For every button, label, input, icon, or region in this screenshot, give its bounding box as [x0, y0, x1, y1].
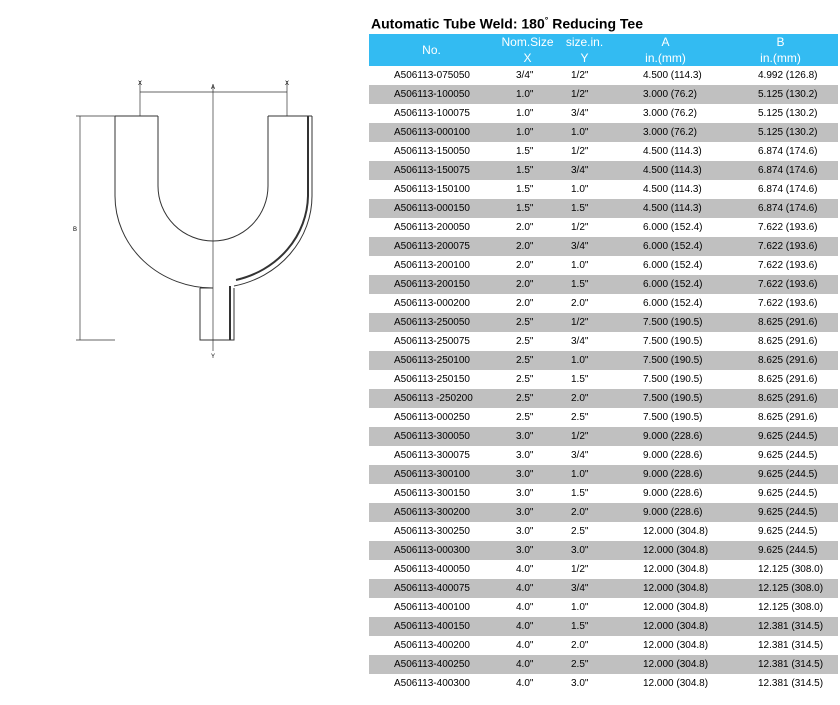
- page-title: [371, 15, 643, 32]
- part-number-cell: A506113-000200: [369, 294, 494, 313]
- dim-a-cell: 9.000 (228.6): [608, 446, 723, 465]
- nom-size-cell: 3.0": [494, 465, 561, 484]
- nom-size-cell: 2.0": [494, 218, 561, 237]
- size-in-cell: 2.0": [561, 636, 608, 655]
- size-in-cell: 3/4": [561, 161, 608, 180]
- table-row: [369, 655, 838, 674]
- nom-size-cell: 4.0": [494, 560, 561, 579]
- part-number-cell: A506113-400250: [369, 655, 494, 674]
- part-number-cell: A506113-150075: [369, 161, 494, 180]
- dim-a-cell: 4.500 (114.3): [608, 142, 723, 161]
- size-in-cell: 1.5": [561, 275, 608, 294]
- dim-b-cell: 9.625 (244.5): [723, 541, 838, 560]
- dim-a-cell: 12.000 (304.8): [608, 541, 723, 560]
- part-number-cell: A506113-200075: [369, 237, 494, 256]
- table-row: [369, 199, 838, 218]
- dim-b-cell: 9.625 (244.5): [723, 446, 838, 465]
- dim-b-cell: 12.125 (308.0): [723, 579, 838, 598]
- dim-b-cell: 9.625 (244.5): [723, 522, 838, 541]
- table-row: [369, 180, 838, 199]
- table-row: [369, 389, 838, 408]
- nom-size-cell: 2.0": [494, 294, 561, 313]
- part-number-cell: A506113-200100: [369, 256, 494, 275]
- part-number-cell: A506113-100050: [369, 85, 494, 104]
- header-nom-size: Nom.Size: [494, 34, 561, 50]
- dim-b-cell: 6.874 (174.6): [723, 199, 838, 218]
- table-row: [369, 446, 838, 465]
- table-row: [369, 503, 838, 522]
- part-number-cell: A506113-400200: [369, 636, 494, 655]
- header-a-unit: in.(mm): [608, 50, 723, 66]
- dim-x-left-label: X: [137, 81, 143, 87]
- table-row: [369, 237, 838, 256]
- dim-a-cell: 6.000 (152.4): [608, 256, 723, 275]
- dim-a-cell: 9.000 (228.6): [608, 427, 723, 446]
- table-row: [369, 674, 838, 693]
- dim-a-cell: 9.000 (228.6): [608, 503, 723, 522]
- size-in-cell: 1.0": [561, 598, 608, 617]
- nom-size-cell: 1.5": [494, 180, 561, 199]
- size-in-cell: 2.5": [561, 408, 608, 427]
- table-row: [369, 142, 838, 161]
- header-b: B: [723, 34, 838, 50]
- size-in-cell: 1.0": [561, 351, 608, 370]
- size-in-cell: 2.0": [561, 389, 608, 408]
- dim-b-cell: 12.125 (308.0): [723, 560, 838, 579]
- table-row: [369, 104, 838, 123]
- part-number-cell: A506113-300250: [369, 522, 494, 541]
- dim-y-label: Y: [210, 354, 216, 360]
- table-row: [369, 427, 838, 446]
- part-number-cell: A506113-000150: [369, 199, 494, 218]
- part-number-cell: A506113-250100: [369, 351, 494, 370]
- dim-a-cell: 4.500 (114.3): [608, 180, 723, 199]
- nom-size-cell: 1.5": [494, 161, 561, 180]
- nom-size-cell: 3.0": [494, 503, 561, 522]
- dim-b-cell: 5.125 (130.2): [723, 85, 838, 104]
- size-in-cell: 2.5": [561, 522, 608, 541]
- dim-x-right-label: X: [284, 81, 290, 87]
- dim-a-cell: 3.000 (76.2): [608, 123, 723, 142]
- dim-a-cell: 9.000 (228.6): [608, 465, 723, 484]
- size-in-cell: 1/2": [561, 85, 608, 104]
- part-number-cell: A506113-000250: [369, 408, 494, 427]
- part-number-cell: A506113-150050: [369, 142, 494, 161]
- nom-size-cell: 1.5": [494, 142, 561, 161]
- dim-a-cell: 9.000 (228.6): [608, 484, 723, 503]
- part-number-cell: A506113-400075: [369, 579, 494, 598]
- header-size-in: size.in.: [561, 34, 608, 50]
- part-number-cell: A506113-000300: [369, 541, 494, 560]
- dim-b-cell: 9.625 (244.5): [723, 503, 838, 522]
- nom-size-cell: 2.5": [494, 370, 561, 389]
- part-number-cell: A506113-300050: [369, 427, 494, 446]
- size-in-cell: 3/4": [561, 237, 608, 256]
- size-in-cell: 2.5": [561, 655, 608, 674]
- size-in-cell: 1.5": [561, 484, 608, 503]
- dim-b-cell: 9.625 (244.5): [723, 465, 838, 484]
- dim-a-cell: 4.500 (114.3): [608, 199, 723, 218]
- nom-size-cell: 4.0": [494, 598, 561, 617]
- header-x: X: [494, 50, 561, 66]
- part-number-cell: A506113-250050: [369, 313, 494, 332]
- table-row: [369, 522, 838, 541]
- dim-b-cell: 8.625 (291.6): [723, 389, 838, 408]
- part-number-cell: A506113-300200: [369, 503, 494, 522]
- table-row: [369, 465, 838, 484]
- table-row: [369, 370, 838, 389]
- nom-size-cell: 2.5": [494, 313, 561, 332]
- dim-b-cell: 7.622 (193.6): [723, 294, 838, 313]
- part-number-cell: A506113-400300: [369, 674, 494, 693]
- header-row-1: [369, 34, 838, 50]
- part-number-cell: A506113-300100: [369, 465, 494, 484]
- table-row: [369, 161, 838, 180]
- nom-size-cell: 2.0": [494, 237, 561, 256]
- table-row: [369, 123, 838, 142]
- dim-b-cell: 12.381 (314.5): [723, 617, 838, 636]
- nom-size-cell: 2.5": [494, 389, 561, 408]
- size-in-cell: 1/2": [561, 560, 608, 579]
- specs-table: [369, 34, 838, 693]
- dim-b-cell: 9.625 (244.5): [723, 484, 838, 503]
- part-number-cell: A506113-000100: [369, 123, 494, 142]
- nom-size-cell: 1.0": [494, 123, 561, 142]
- dim-a-cell: 6.000 (152.4): [608, 275, 723, 294]
- part-number-cell: A506113-200050: [369, 218, 494, 237]
- header-b-unit: in.(mm): [723, 50, 838, 66]
- dim-a-cell: 12.000 (304.8): [608, 579, 723, 598]
- dim-a-cell: 7.500 (190.5): [608, 351, 723, 370]
- dim-b-cell: 12.381 (314.5): [723, 636, 838, 655]
- table-row: [369, 332, 838, 351]
- size-in-cell: 1/2": [561, 66, 608, 85]
- nom-size-cell: 4.0": [494, 579, 561, 598]
- size-in-cell: 3.0": [561, 541, 608, 560]
- nom-size-cell: 3.0": [494, 541, 561, 560]
- dim-b-cell: 9.625 (244.5): [723, 427, 838, 446]
- specs-table-body: [369, 66, 838, 693]
- dim-b-cell: 4.992 (126.8): [723, 66, 838, 85]
- dim-a-cell: 6.000 (152.4): [608, 237, 723, 256]
- nom-size-cell: 3.0": [494, 484, 561, 503]
- nom-size-cell: 1.5": [494, 199, 561, 218]
- dim-b-cell: 7.622 (193.6): [723, 275, 838, 294]
- dim-b-cell: 6.874 (174.6): [723, 180, 838, 199]
- dim-a-cell: 7.500 (190.5): [608, 370, 723, 389]
- size-in-cell: 2.0": [561, 294, 608, 313]
- degree-symbol: °: [544, 15, 549, 25]
- dim-a-cell: 12.000 (304.8): [608, 617, 723, 636]
- dim-a-cell: 6.000 (152.4): [608, 218, 723, 237]
- dim-a-cell: 6.000 (152.4): [608, 294, 723, 313]
- dim-a-cell: 12.000 (304.8): [608, 674, 723, 693]
- nom-size-cell: 3.0": [494, 446, 561, 465]
- dim-a-cell: 7.500 (190.5): [608, 389, 723, 408]
- nom-size-cell: 3.0": [494, 522, 561, 541]
- table-row: [369, 636, 838, 655]
- dim-a-cell: 12.000 (304.8): [608, 598, 723, 617]
- dim-b-cell: 5.125 (130.2): [723, 104, 838, 123]
- dim-b-cell: 8.625 (291.6): [723, 408, 838, 427]
- part-number-cell: A506113-150100: [369, 180, 494, 199]
- dim-b-cell: 8.625 (291.6): [723, 332, 838, 351]
- dim-b-cell: 12.125 (308.0): [723, 598, 838, 617]
- table-row: [369, 598, 838, 617]
- title-text: Automatic Tube Weld: 180: [371, 15, 545, 32]
- nom-size-cell: 2.5": [494, 408, 561, 427]
- dim-b-cell: 7.622 (193.6): [723, 237, 838, 256]
- dim-b-cell: 6.874 (174.6): [723, 161, 838, 180]
- table-row: [369, 275, 838, 294]
- dim-a-cell: 7.500 (190.5): [608, 408, 723, 427]
- nom-size-cell: 4.0": [494, 636, 561, 655]
- size-in-cell: 1/2": [561, 313, 608, 332]
- nom-size-cell: 2.0": [494, 275, 561, 294]
- dim-a-cell: 7.500 (190.5): [608, 332, 723, 351]
- nom-size-cell: 3/4": [494, 66, 561, 85]
- table-row: [369, 256, 838, 275]
- part-number-cell: A506113-200150: [369, 275, 494, 294]
- table-row: [369, 218, 838, 237]
- table-row: [369, 408, 838, 427]
- size-in-cell: 2.0": [561, 503, 608, 522]
- part-number-cell: A506113-100075: [369, 104, 494, 123]
- dim-a-cell: 12.000 (304.8): [608, 560, 723, 579]
- size-in-cell: 3/4": [561, 446, 608, 465]
- part-number-cell: A506113-075050: [369, 66, 494, 85]
- nom-size-cell: 1.0": [494, 104, 561, 123]
- dim-a-cell: 3.000 (76.2): [608, 85, 723, 104]
- part-number-cell: A506113-400050: [369, 560, 494, 579]
- table-row: [369, 294, 838, 313]
- table-row: [369, 66, 838, 85]
- reducing-tee-drawing: [70, 76, 330, 366]
- table-row: [369, 85, 838, 104]
- nom-size-cell: 4.0": [494, 617, 561, 636]
- part-number-cell: A506113-400100: [369, 598, 494, 617]
- dim-b-label: B: [72, 227, 78, 233]
- size-in-cell: 1.0": [561, 256, 608, 275]
- title-suffix: Reducing Tee: [548, 15, 643, 32]
- size-in-cell: 1.0": [561, 123, 608, 142]
- dim-a-label: A: [210, 85, 216, 91]
- size-in-cell: 1.0": [561, 180, 608, 199]
- table-row: [369, 484, 838, 503]
- dim-b-cell: 7.622 (193.6): [723, 256, 838, 275]
- nom-size-cell: 4.0": [494, 674, 561, 693]
- part-number-cell: A506113-300150: [369, 484, 494, 503]
- table-row: [369, 579, 838, 598]
- dim-a-cell: 3.000 (76.2): [608, 104, 723, 123]
- size-in-cell: 1.5": [561, 199, 608, 218]
- size-in-cell: 3/4": [561, 332, 608, 351]
- dim-b-cell: 12.381 (314.5): [723, 674, 838, 693]
- size-in-cell: 1.0": [561, 465, 608, 484]
- part-number-cell: A506113-300075: [369, 446, 494, 465]
- part-number-cell: A506113-250075: [369, 332, 494, 351]
- dim-a-cell: 4.500 (114.3): [608, 161, 723, 180]
- size-in-cell: 1.5": [561, 617, 608, 636]
- table-row: [369, 313, 838, 332]
- header-y: Y: [561, 50, 608, 66]
- nom-size-cell: 2.0": [494, 256, 561, 275]
- nom-size-cell: 4.0": [494, 655, 561, 674]
- part-number-cell: A506113-250150: [369, 370, 494, 389]
- nom-size-cell: 2.5": [494, 351, 561, 370]
- table-row: [369, 541, 838, 560]
- header-a: A: [608, 34, 723, 50]
- table-row: [369, 560, 838, 579]
- dim-a-cell: 12.000 (304.8): [608, 522, 723, 541]
- dim-a-cell: 12.000 (304.8): [608, 655, 723, 674]
- dim-a-cell: 4.500 (114.3): [608, 66, 723, 85]
- part-number-cell: A506113-400150: [369, 617, 494, 636]
- dim-b-cell: 8.625 (291.6): [723, 313, 838, 332]
- dim-b-cell: 8.625 (291.6): [723, 370, 838, 389]
- table-row: [369, 617, 838, 636]
- size-in-cell: 3/4": [561, 104, 608, 123]
- dim-b-cell: 6.874 (174.6): [723, 142, 838, 161]
- size-in-cell: 1/2": [561, 218, 608, 237]
- dim-a-cell: 7.500 (190.5): [608, 313, 723, 332]
- dim-b-cell: 7.622 (193.6): [723, 218, 838, 237]
- part-number-cell: A506113 -250200: [369, 389, 494, 408]
- nom-size-cell: 2.5": [494, 332, 561, 351]
- dim-b-cell: 12.381 (314.5): [723, 655, 838, 674]
- dim-b-cell: 8.625 (291.6): [723, 351, 838, 370]
- nom-size-cell: 1.0": [494, 85, 561, 104]
- size-in-cell: 1/2": [561, 427, 608, 446]
- dim-a-cell: 12.000 (304.8): [608, 636, 723, 655]
- dim-b-cell: 5.125 (130.2): [723, 123, 838, 142]
- nom-size-cell: 3.0": [494, 427, 561, 446]
- size-in-cell: 3/4": [561, 579, 608, 598]
- header-no: No.: [369, 34, 494, 66]
- table-row: [369, 351, 838, 370]
- size-in-cell: 1/2": [561, 142, 608, 161]
- size-in-cell: 1.5": [561, 370, 608, 389]
- size-in-cell: 3.0": [561, 674, 608, 693]
